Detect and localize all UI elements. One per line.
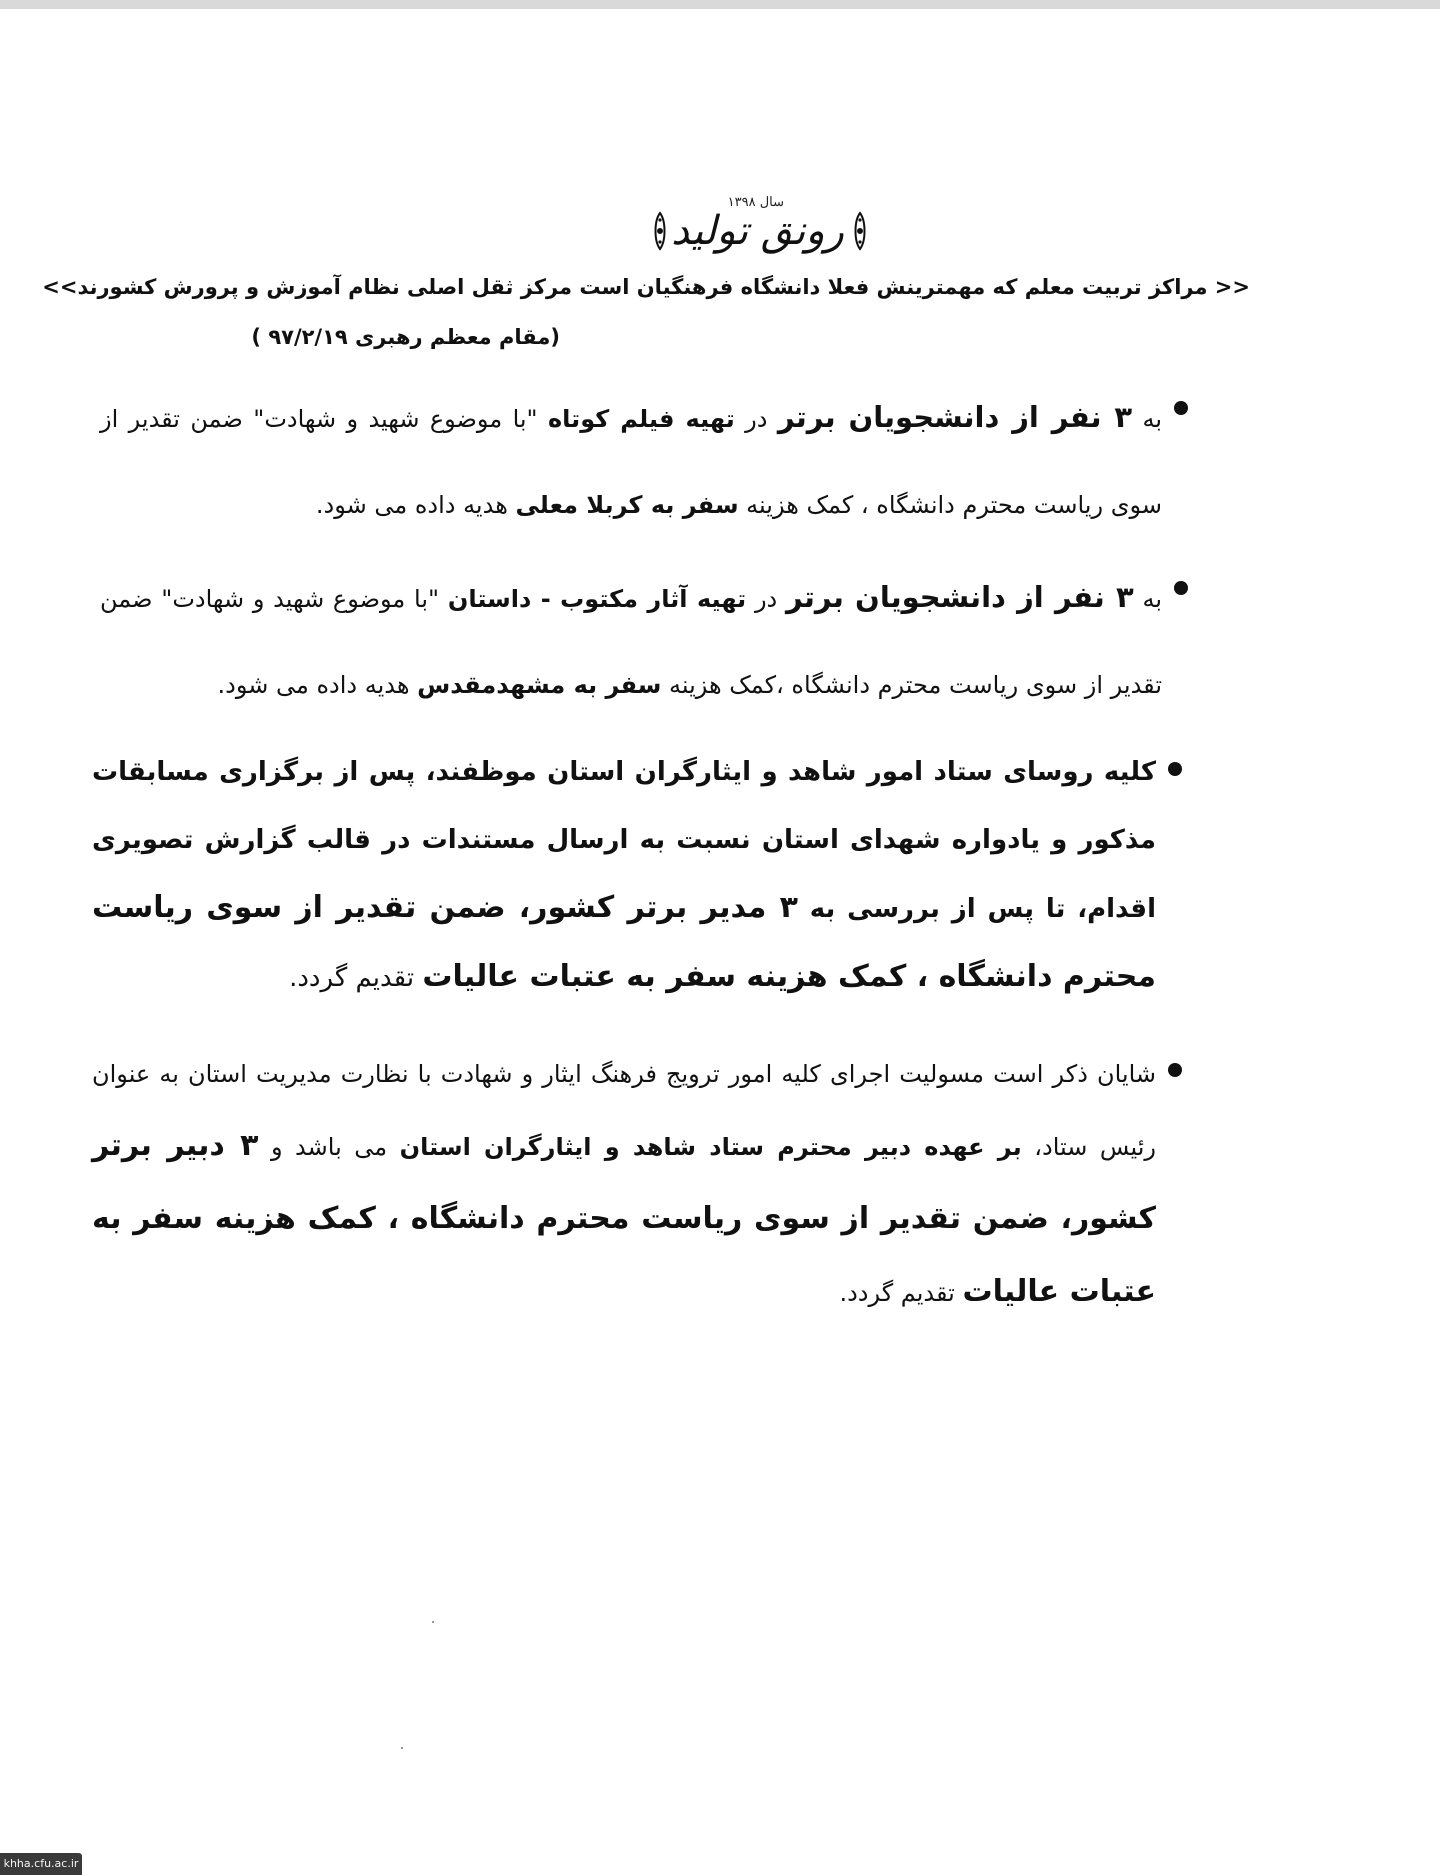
list-item: کلیه روسای ستاد امور شاهد و ایثارگران استان موظفند، پس از برگزاری مسابقات مذکور و یادواره شهدای استان نسبت به ارسال مستندات در قالب گزارش تصویری اقدام، تا پس از بررسی به ۳ مدیر برتر کشور، ضمن تقدیر از سوی ریاست محترم دانشگاه ، کمک هزینه سفر به عتبات عالیات تقدیم گردد. — [92, 738, 1190, 1012]
list-item: شایان ذکر است مسولیت اجرای کلیه امور ترویج فرهنگ ایثار و شهادت با نظارت مدیریت استان به عنوان رئیس ستاد، بر عهده دبیر محترم ستاد شاهد و ایثارگران استان می باشد و ۳ دبیر برتر کشور، ضمن تقدیر از سوی ریاست محترم دانشگاه ، کمک هزینه سفر به عتبات عالیات تقدیم گردد. — [92, 1038, 1190, 1329]
list-item: به ۳ نفر از دانشجویان برتر در تهیه فیلم کوتاه "با موضوع شهید و شهادت" ضمن تقدیر از سوی ریاست محترم دانشگاه ، کمک هزینه سفر به کربلا معلی هدیه داده می شود. — [100, 374, 1190, 548]
site-watermark: khha.cfu.ac.ir — [0, 1853, 82, 1875]
bullet-icon — [1174, 581, 1188, 595]
award-list — [92, 374, 1190, 1329]
leader-quote: << مراکز تربیت معلم که مهمترینش فعلا دانشگاه فرهنگیان است مرکز ثقل اصلی نظام آموزش و پرورش کشورند>> — [42, 275, 1250, 299]
list-item: به ۳ نفر از دانشجویان برتر در تهیه آثار مکتوب - داستان "با موضوع شهید و شهادت" ضمن تقدیر از سوی ریاست محترم دانشگاه ،کمک هزینه سفر به مشهدمقدس هدیه داده می شود. — [100, 554, 1190, 728]
slogan-title: رونق تولید — [671, 208, 844, 254]
bullet-icon — [1168, 762, 1182, 776]
scan-speck — [432, 1621, 434, 1623]
bullet-icon — [1174, 401, 1188, 415]
scan-speck — [401, 1747, 403, 1749]
quote-source: (مقام معظم رهبری ۹۷/۲/۱۹ ) — [251, 325, 560, 349]
ornament-left-icon — [650, 211, 670, 251]
top-border — [0, 0, 1440, 9]
bullet-icon — [1168, 1063, 1182, 1077]
document-page — [0, 9, 1440, 1875]
ornament-right-icon — [850, 211, 870, 251]
slogan-header — [640, 187, 880, 277]
slogan-year: سال ۱۳۹۸ — [727, 195, 784, 210]
